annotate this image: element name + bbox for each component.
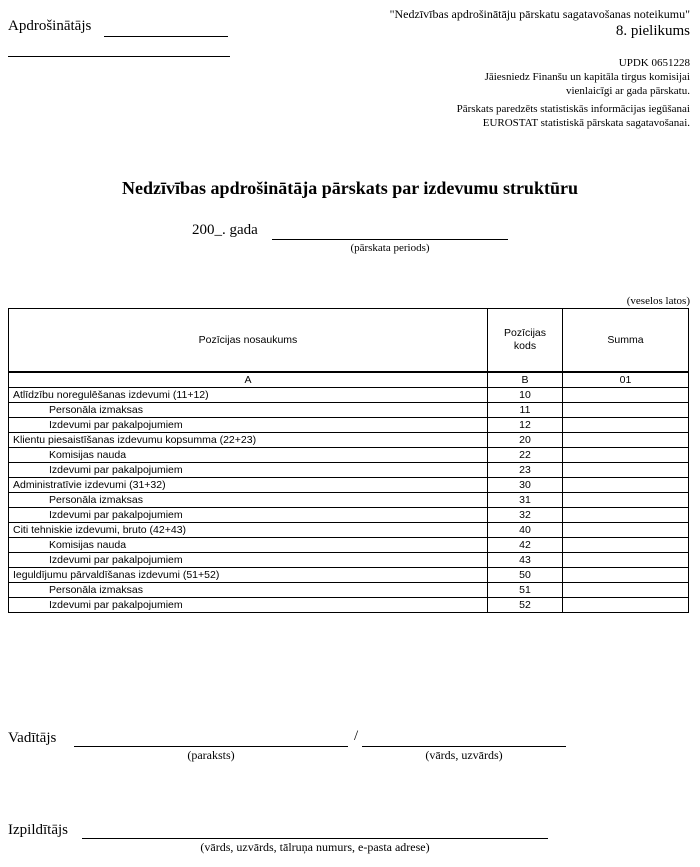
row-item-name: Personāla izmaksas	[9, 403, 488, 418]
row-sum-cell[interactable]	[563, 583, 689, 598]
expense-structure-table	[8, 308, 689, 613]
letter-01: 01	[563, 372, 689, 388]
row-sum-cell[interactable]	[563, 418, 689, 433]
row-item-name: Izdevumi par pakalpojumiem	[9, 598, 488, 613]
insurer-name-line-2[interactable]	[8, 56, 230, 57]
submit-line-2: vienlaicīgi ar gada pārskatu.	[565, 85, 690, 97]
signature-caption: (paraksts)	[187, 748, 235, 762]
annex-number: 8. pielikums	[615, 23, 690, 39]
row-item-name: Komisijas nauda	[9, 448, 488, 463]
table-row	[9, 463, 689, 478]
table-row	[9, 418, 689, 433]
submit-line-1: Jāiesniedz Finanšu un kapitāla tirgus komisijai	[484, 71, 690, 83]
table-row	[9, 553, 689, 568]
table-row	[9, 538, 689, 553]
row-item-code: 23	[488, 463, 563, 478]
period-input-line[interactable]	[272, 239, 508, 240]
row-sum-cell[interactable]	[563, 598, 689, 613]
header-sum: Summa	[563, 309, 689, 373]
purpose-line-2: EUROSTAT statistiskā pārskata sagatavošanai.	[482, 117, 690, 129]
annex-regulation: "Nedzīvības apdrošinātāju pārskatu sagatavošanas noteikumu"	[389, 7, 690, 21]
row-sum-cell[interactable]	[563, 433, 689, 448]
row-sum-cell[interactable]	[563, 463, 689, 478]
table-row	[9, 493, 689, 508]
row-item-name: Personāla izmaksas	[9, 583, 488, 598]
table-row	[9, 583, 689, 598]
executor-label: Izpildītājs	[8, 822, 68, 838]
row-sum-cell[interactable]	[563, 553, 689, 568]
row-sum-cell[interactable]	[563, 478, 689, 493]
row-item-code: 52	[488, 598, 563, 613]
column-letters-row	[9, 372, 689, 388]
row-item-name: Komisijas nauda	[9, 538, 488, 553]
head-signature-line[interactable]	[74, 746, 348, 747]
table-row	[9, 508, 689, 523]
row-item-code: 30	[488, 478, 563, 493]
executor-caption: (vārds, uzvārds, tālruņa numurs, e-pasta adrese)	[200, 840, 430, 854]
row-item-code: 50	[488, 568, 563, 583]
row-sum-cell[interactable]	[563, 403, 689, 418]
row-item-name: Izdevumi par pakalpojumiem	[9, 508, 488, 523]
table-row	[9, 403, 689, 418]
name-caption: (vārds, uzvārds)	[425, 748, 503, 762]
row-item-code: 11	[488, 403, 563, 418]
row-item-code: 22	[488, 448, 563, 463]
purpose-line-1: Pārskats paredzēts statistiskās informācijas iegūšanai	[456, 103, 690, 115]
row-item-name: Personāla izmaksas	[9, 493, 488, 508]
insurer-name-line[interactable]	[104, 36, 228, 37]
row-item-code: 51	[488, 583, 563, 598]
row-item-name: Izdevumi par pakalpojumiem	[9, 553, 488, 568]
unit-note: (veselos latos)	[626, 295, 690, 307]
letter-b: B	[488, 372, 563, 388]
table-row	[9, 448, 689, 463]
row-item-name: Ieguldījumu pārvaldīšanas izdevumi (51+52)	[9, 568, 488, 583]
row-sum-cell[interactable]	[563, 538, 689, 553]
period-year: 200_. gada	[192, 222, 258, 238]
row-item-code: 12	[488, 418, 563, 433]
executor-input-line[interactable]	[82, 838, 548, 839]
row-sum-cell[interactable]	[563, 523, 689, 538]
table-row	[9, 568, 689, 583]
slash-separator: /	[354, 728, 359, 744]
table-row	[9, 478, 689, 493]
letter-a: A	[9, 372, 488, 388]
row-item-name: Klientu piesaistīšanas izdevumu kopsumma (22+23)	[9, 433, 488, 448]
row-sum-cell[interactable]	[563, 493, 689, 508]
row-item-code: 43	[488, 553, 563, 568]
row-item-code: 40	[488, 523, 563, 538]
table-row	[9, 523, 689, 538]
header-item-code: Pozīcijas kods	[488, 309, 563, 373]
document-title: Nedzīvības apdrošinātāja pārskats par izdevumu struktūru	[122, 178, 578, 198]
row-item-code: 31	[488, 493, 563, 508]
row-sum-cell[interactable]	[563, 568, 689, 583]
row-item-code: 32	[488, 508, 563, 523]
table-row	[9, 598, 689, 613]
row-item-code: 42	[488, 538, 563, 553]
row-item-name: Izdevumi par pakalpojumiem	[9, 418, 488, 433]
table-row	[9, 388, 689, 403]
header-item-name: Pozīcijas nosaukums	[9, 309, 488, 373]
head-name-line[interactable]	[362, 746, 566, 747]
table-header-row	[9, 309, 689, 373]
row-item-code: 10	[488, 388, 563, 403]
row-item-name: Izdevumi par pakalpojumiem	[9, 463, 488, 478]
submission-info	[360, 56, 690, 130]
annex-reference	[330, 7, 690, 40]
form-code: UPDK 0651228	[618, 57, 690, 69]
table-row	[9, 433, 689, 448]
row-item-code: 20	[488, 433, 563, 448]
row-item-name: Citi tehniskie izdevumi, bruto (42+43)	[9, 523, 488, 538]
row-item-name: Atlīdzību noregulēšanas izdevumi (11+12)	[9, 388, 488, 403]
insurer-label: Apdrošinātājs	[8, 18, 92, 34]
row-item-name: Administratīvie izdevumi (31+32)	[9, 478, 488, 493]
row-sum-cell[interactable]	[563, 508, 689, 523]
period-caption: (pārskata periods)	[350, 242, 430, 254]
row-sum-cell[interactable]	[563, 388, 689, 403]
head-label: Vadītājs	[8, 730, 57, 746]
row-sum-cell[interactable]	[563, 448, 689, 463]
